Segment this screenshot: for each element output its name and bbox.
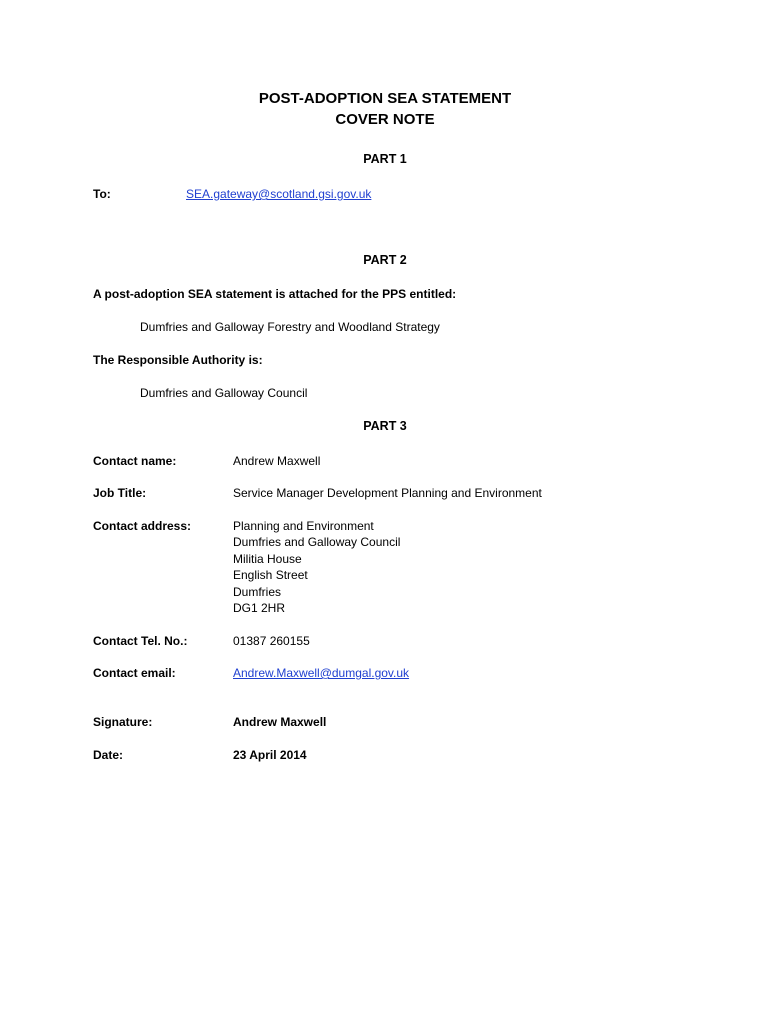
part1-heading: PART 1 xyxy=(363,152,407,166)
authority-name: Dumfries and Galloway Council xyxy=(140,386,308,400)
signature: Andrew Maxwell xyxy=(233,715,327,729)
statement-label: A post-adoption SEA statement is attached for the PPS entitled: xyxy=(93,287,457,301)
contact-email-link[interactable]: Andrew.Maxwell@dumgal.gov.uk xyxy=(233,666,410,680)
date-label: Date: xyxy=(93,748,124,762)
to-label: To: xyxy=(93,187,111,201)
date: 23 April 2014 xyxy=(233,748,307,762)
address-line: DG1 2HR xyxy=(233,601,286,616)
contact-address-label: Contact address: xyxy=(93,519,192,533)
part2-heading: PART 2 xyxy=(363,253,407,267)
part3-heading: PART 3 xyxy=(363,419,407,433)
address-line: Dumfries xyxy=(233,584,282,599)
contact-tel-label: Contact Tel. No.: xyxy=(93,634,188,648)
signature-label: Signature: xyxy=(93,715,153,729)
contact-address xyxy=(233,518,400,616)
document-title-line1: POST-ADOPTION SEA STATEMENT xyxy=(258,90,512,107)
to-email-link[interactable]: SEA.gateway@scotland.gsi.gov.uk xyxy=(186,187,372,201)
job-title: Service Manager Development Planning and Environment xyxy=(233,486,542,500)
authority-label: The Responsible Authority is: xyxy=(93,353,263,367)
contact-name: Andrew Maxwell xyxy=(233,454,321,468)
address-line: Dumfries and Galloway Council xyxy=(233,535,401,550)
address-line: Planning and Environment xyxy=(233,519,374,533)
address-line: Militia House xyxy=(233,551,302,566)
address-line: English Street xyxy=(233,568,308,583)
document-title-line2: COVER NOTE xyxy=(335,111,435,128)
contact-name-label: Contact name: xyxy=(93,454,177,468)
contact-email-label: Contact email: xyxy=(93,666,176,680)
pps-title: Dumfries and Galloway Forestry and Woodland Strategy xyxy=(140,320,440,334)
job-title-label: Job Title: xyxy=(93,486,147,500)
contact-tel: 01387 260155 xyxy=(233,634,310,648)
